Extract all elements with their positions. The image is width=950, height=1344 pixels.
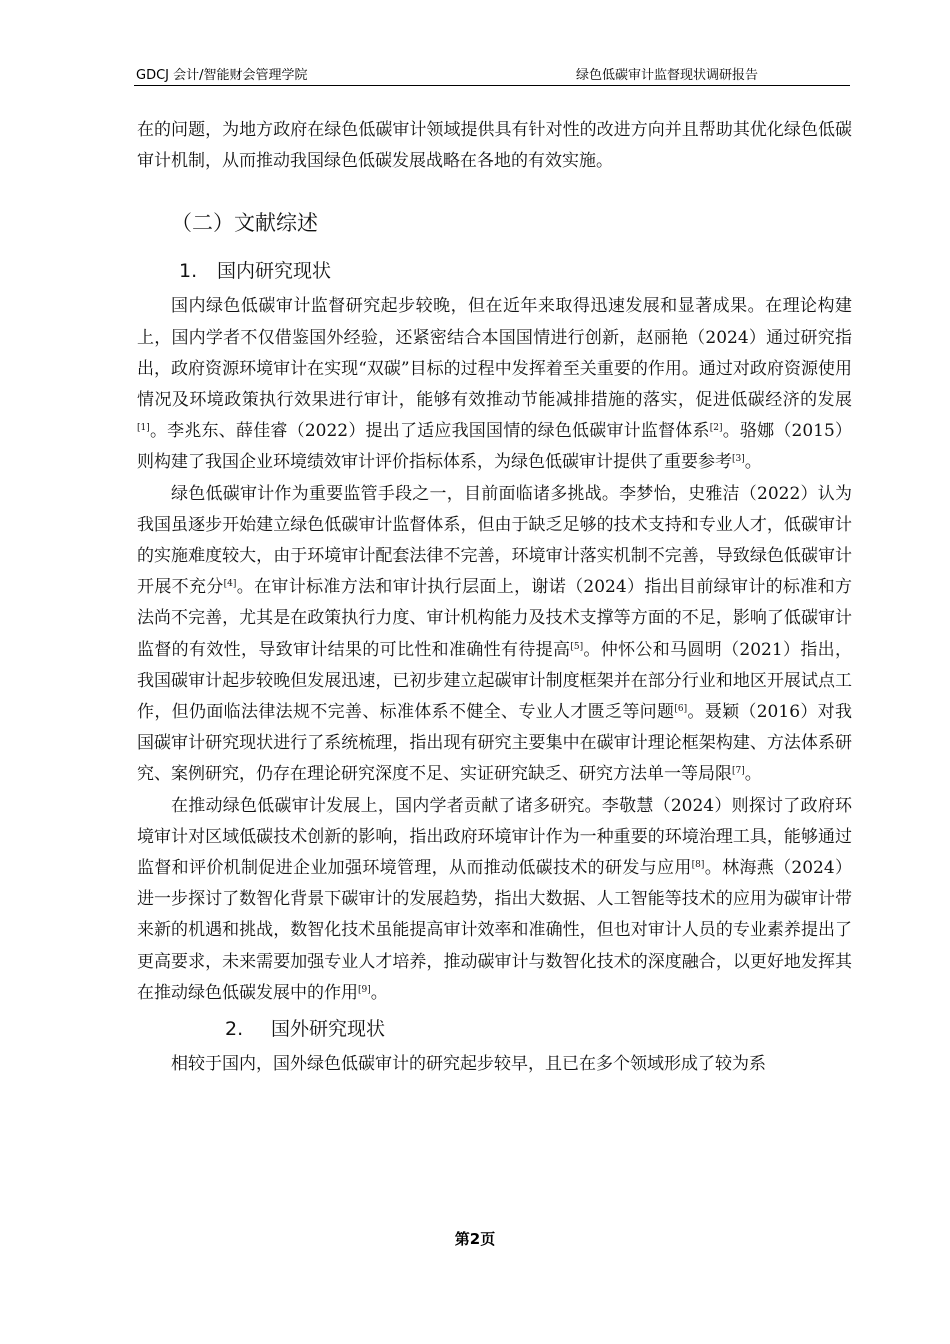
subsection-number: 1. — [179, 260, 198, 283]
text-run: 。 — [744, 764, 762, 785]
intro-paragraph: 在的问题，为地方政府在绿色低碳审计领域提供具有针对性的改进方向并且帮助其优化绿色低碳审计机制，从而推动我国绿色低碳发展战略在各地的有效实施。 — [137, 120, 852, 172]
section-heading: （二）文献综述 — [171, 211, 318, 236]
citation-ref: [5] — [570, 641, 584, 652]
citation-ref: [4] — [223, 579, 237, 590]
citation-ref: [8] — [691, 860, 705, 871]
paragraph-foreign-intro: 相较于国内，国外绿色低碳审计的研究起步较早，且已在多个领域形成了较为系 — [171, 1054, 766, 1075]
text-run: 。骆娜（2015）则构建了我国企业环境绩效审计评价指标体系，为绿色低碳审计提供了重要参考 — [137, 421, 853, 473]
document-body — [137, 115, 852, 1080]
text-run: 。李兆东、薛佳睿（2022）提出了适应我国国情的绿色低碳审计监督体系 — [149, 421, 710, 442]
text-run: 绿色低碳审计作为重要监管手段之一，目前面临诸多挑战。李梦怡，史雅洁（2022）认为我国虽逐步开始建立绿色低碳审计监督体系，但由于缺乏足够的技术支持和专业人才，低碳审计的实施难度较大，由于环境审计配套法律不完善，环境审计落实机制不完善，导致绿色低碳审计开展不充分 — [137, 483, 852, 598]
citation-ref: [6] — [674, 704, 688, 715]
citation-ref: [7] — [732, 766, 745, 777]
header-rule — [134, 85, 850, 86]
subsection-heading-domestic — [179, 251, 852, 291]
header-report-title: 绿色低碳审计监督现状调研报告 — [576, 68, 759, 83]
page-number: 第2页 — [454, 1230, 496, 1248]
subsection-title: 国内研究现状 — [217, 260, 332, 283]
text-run: 国内绿色低碳审计监督研究起步较晚，但在近年来取得迅速发展和显著成果。在理论构建上，国内学者不仅借鉴国外经验，还紧密结合本国国情进行创新，赵丽艳（2024）通过研究指出，政府资源环境审计在实现“双碳”目标的过程中发挥着至关重要的作用。通过对政府资源使用情况及环境政策执行效果进行审计，能够有效推动节能减排措施的落实，促进低碳经济的发展 — [137, 296, 852, 411]
text-run: 。聂颖（2016）对我国碳审计研究现状进行了系统梳理，指出现有研究主要集中在碳审计理论框架构建、方法体系研究、案例研究，仍存在理论研究深度不足、实证研究缺乏、研究方法单一等局限 — [137, 702, 853, 785]
subsection-heading-foreign — [225, 1009, 852, 1049]
paragraph-domestic-challenges — [137, 479, 852, 791]
citation-ref: [3] — [732, 454, 745, 465]
citation-ref: [1] — [137, 423, 150, 434]
text-run: 。仲怀公和马圆明（2021）指出，我国碳审计起步较晚但发展迅速，已初步建立起碳审计制度框架并在部分行业和地区开展试点工作，但仍面临法律法规不完善、标准体系不健全、专业人才匮乏等问题 — [137, 639, 853, 723]
subsection-title: 国外研究现状 — [271, 1018, 386, 1041]
text-run: 。在审计标准方法和审计执行层面上，谢诺（2024）指出目前绿审计的标准和方法尚不完善，尤其是在政策执行力度、审计机构能力及技术支撑等方面的不足，影响了低碳审计监督的有效性，导致审计结果的可比性和准确性有待提高 — [137, 577, 853, 660]
text-run: 。 — [370, 982, 388, 1003]
text-run: 。 — [744, 452, 762, 473]
citation-ref: [9] — [358, 984, 371, 995]
paragraph-domestic-theory — [137, 291, 852, 478]
citation-ref: [2] — [709, 423, 723, 434]
paragraph-domestic-development — [137, 791, 852, 1009]
text-run: 在推动绿色低碳审计发展上，国内学者贡献了诸多研究。李敬慧（2024）则探讨了政府环境审计对区域低碳技术创新的影响，指出政府环境审计作为一种重要的环境治理工具，能够通过监督和评价机制促进企业加强环境管理，从而推动低碳技术的研发与应用 — [137, 795, 852, 879]
text-run: 。林海燕（2024）进一步探讨了数智化背景下碳审计的发展趋势，指出大数据、人工智能等技术的应用为碳审计带来新的机遇和挑战，数智化技术虽能提高审计效率和准确性，但也对审计人员的专业素养提出了更高要求，未来需要加强专业人才培养，推动碳审计与数智化技术的深度融合，以更好地发挥其在推动绿色低碳发展中的作用 — [137, 858, 853, 1003]
subsection-number: 2. — [225, 1018, 244, 1041]
header-institution: GDCJ 会计/智能财会管理学院 — [136, 68, 308, 83]
